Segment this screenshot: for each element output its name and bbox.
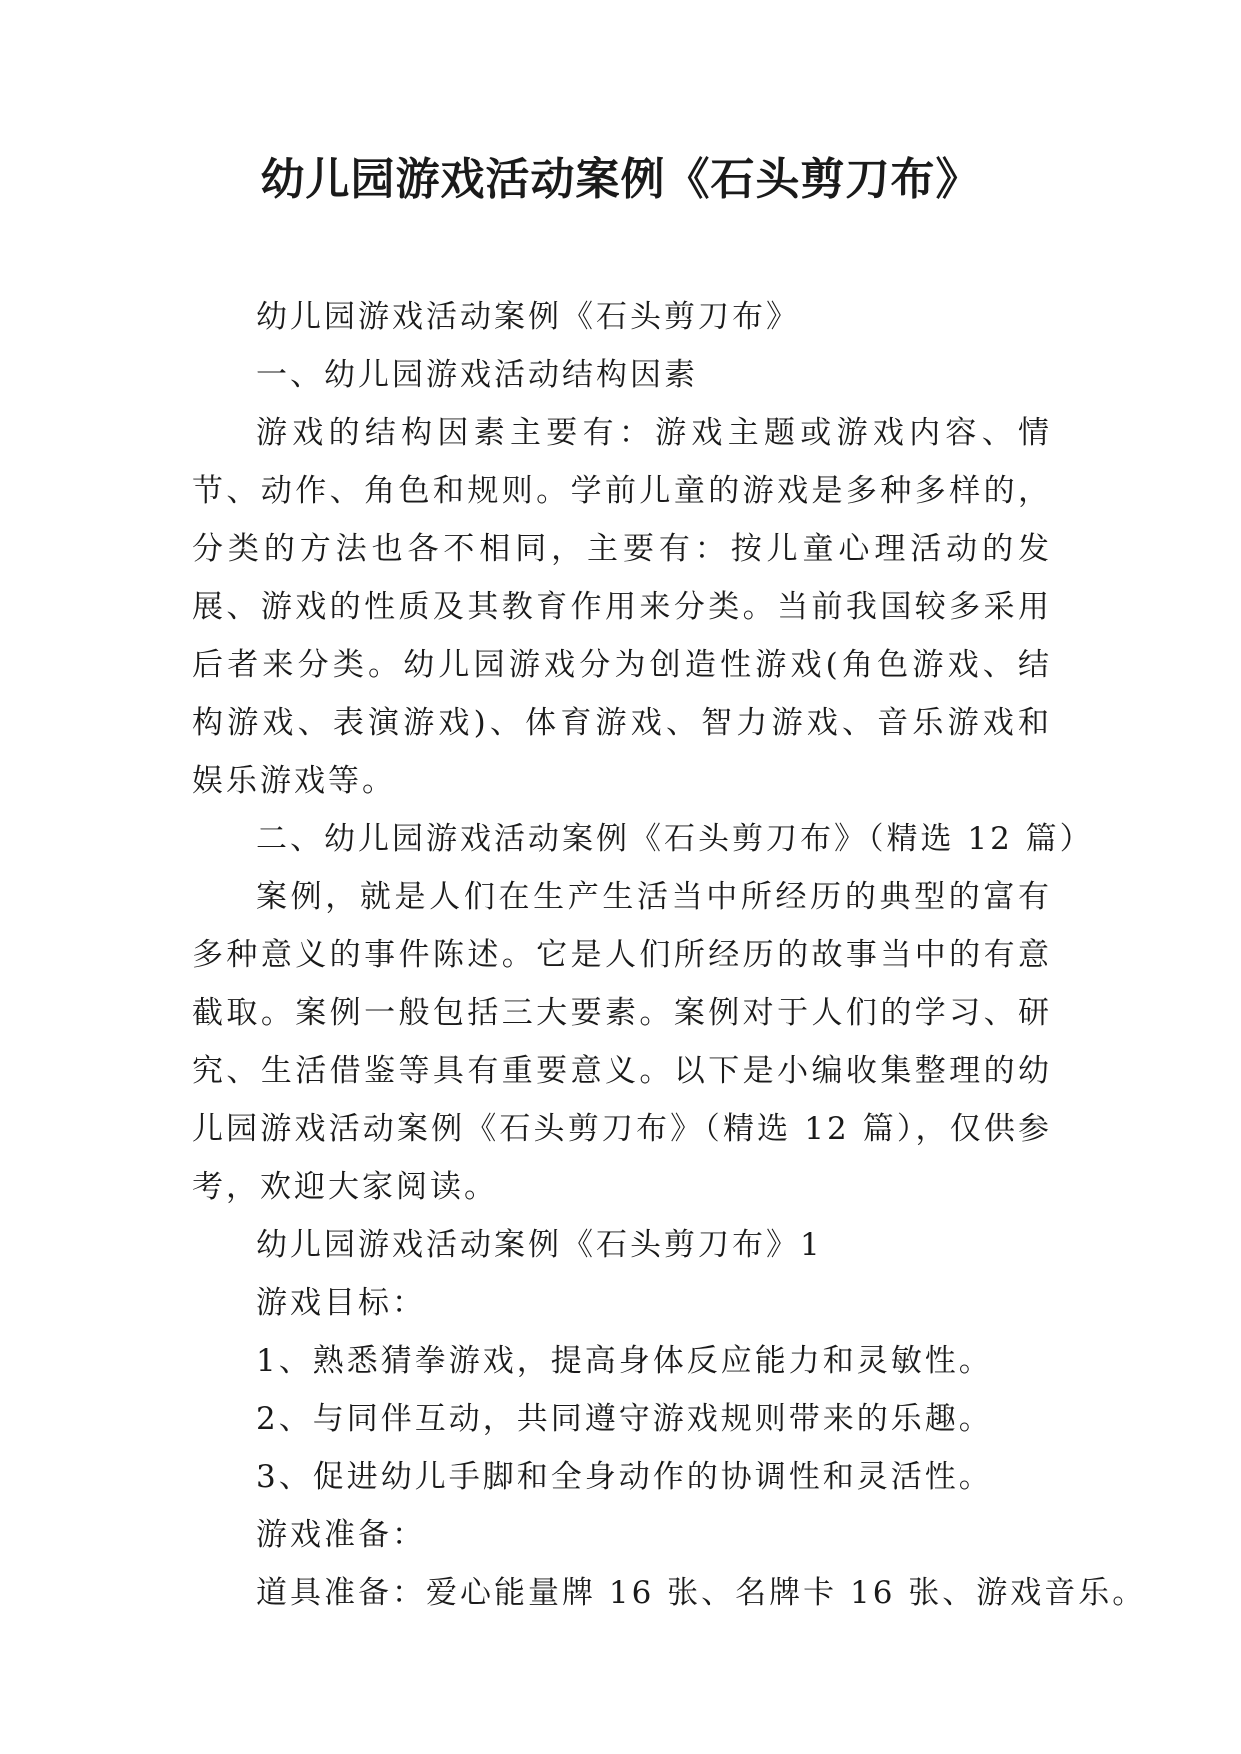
document-title: 幼儿园游戏活动案例《石头剪刀布》 <box>260 154 981 205</box>
section-heading-1: 一、幼儿园游戏活动结构因素 <box>256 357 698 393</box>
document-body <box>192 288 1147 1622</box>
props-preparation: 道具准备：爱心能量牌 16 张、名牌卡 16 张、游戏音乐。 <box>256 1575 1147 1611</box>
game-preparation-heading: 游戏准备： <box>256 1517 426 1553</box>
game-goals-heading: 游戏目标： <box>256 1285 426 1321</box>
game-goal-item-1: 1、熟悉猜拳游戏，提高身体反应能力和灵敏性。 <box>256 1343 993 1379</box>
section-heading-2: 二、幼儿园游戏活动案例《石头剪刀布》（精选 12 篇） <box>256 821 1094 857</box>
game-goal-item-3: 3、促进幼儿手脚和全身动作的协调性和灵活性。 <box>256 1459 993 1495</box>
paragraph-subtitle: 幼儿园游戏活动案例《石头剪刀布》 <box>256 299 800 335</box>
game-goal-item-2: 2、与同伴互动，共同遵守游戏规则带来的乐趣。 <box>256 1401 993 1437</box>
paragraph-structure-factors: 游戏的结构因素主要有：游戏主题或游戏内容、情节、动作、角色和规则。学前儿童的游戏是多种多样的，分类的方法也各不相同，主要有：按儿童心理活动的发展、游戏的性质及其教育作用来分类。当前我国较多采用后者来分类。幼儿园游戏分为创造性游戏(角色游戏、结构游戏、表演游戏)、体育游戏、智力游戏、音乐游戏和娱乐游戏等。 <box>192 415 1052 799</box>
case-title-1: 幼儿园游戏活动案例《石头剪刀布》1 <box>256 1227 823 1263</box>
paragraph-case-definition: 案例，就是人们在生产生活当中所经历的典型的富有多种意义的事件陈述。它是人们所经历的故事当中的有意截取。案例一般包括三大要素。案例对于人们的学习、研究、生活借鉴等具有重要意义。以下是小编收集整理的幼儿园游戏活动案例《石头剪刀布》（精选 12 篇），仅供参考，欢迎大家阅读。 <box>192 879 1052 1205</box>
